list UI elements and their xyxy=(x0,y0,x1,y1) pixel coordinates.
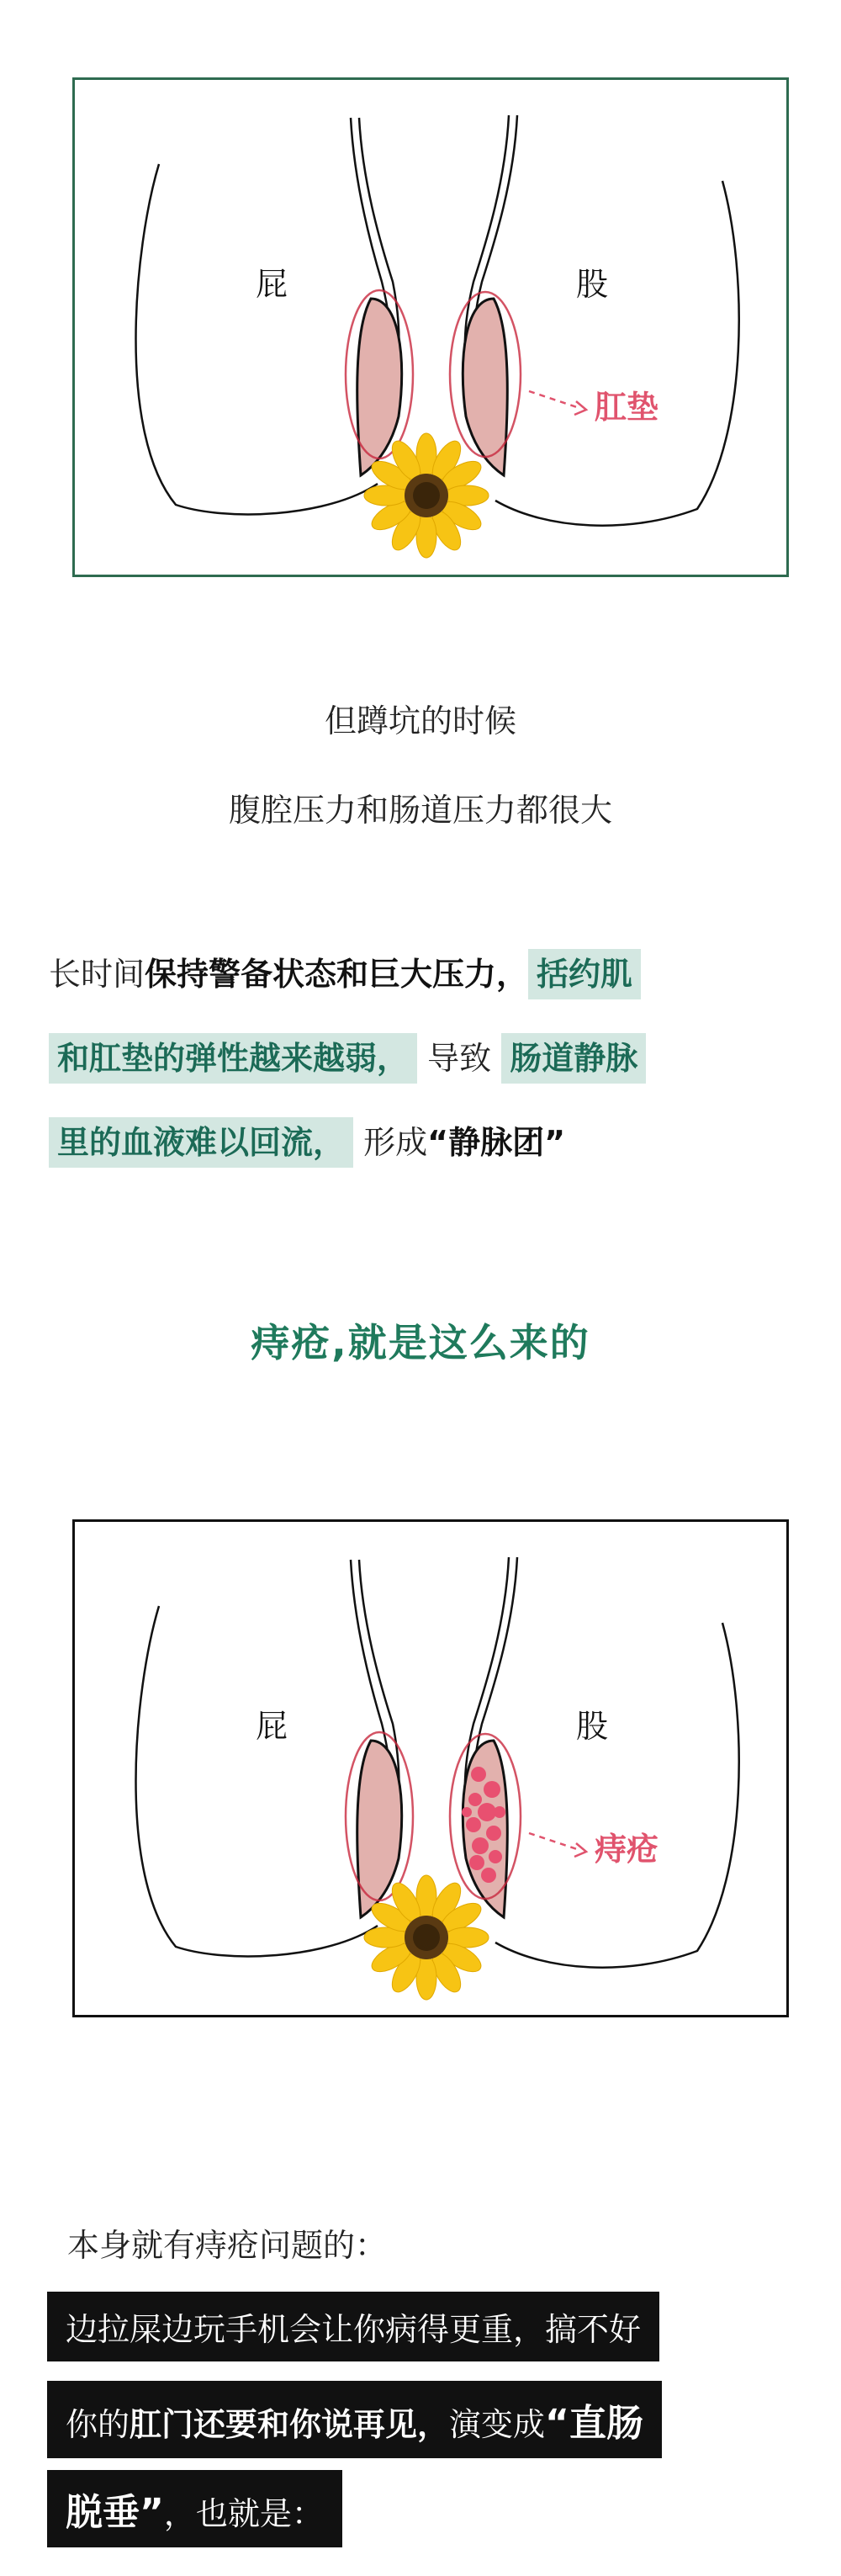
buttocks-illustration xyxy=(75,80,786,575)
black-line-2-plain: 你的 xyxy=(66,2406,130,2443)
callout-hemorrhoid: 痔疮 xyxy=(595,1831,659,1868)
black-line-2-plain2: 演变成 xyxy=(449,2406,546,2443)
intro-text: 本身就有痔疮问题的： xyxy=(67,2227,388,2264)
label-right: 股 xyxy=(576,266,609,303)
p3-plain: 形成 xyxy=(363,1124,428,1161)
p2-highlight: 和肛垫的弹性越来越弱， xyxy=(49,1033,417,1084)
text-line-2: 腹腔压力和肠道压力都很大 xyxy=(228,792,612,829)
black-line-3 xyxy=(47,2470,342,2547)
p1-bold: 保持警备状态和巨大压力， xyxy=(145,956,529,993)
figure-hemorrhoid xyxy=(72,1519,789,2017)
p2-plain: 导致 xyxy=(427,1040,492,1077)
black-line-3-bold: 脱垂” xyxy=(66,2491,164,2534)
black-line-2-bold2: “直肠 xyxy=(545,2402,643,2445)
p1-plain: 长时间 xyxy=(49,956,145,993)
black-line-1-text: 边拉屎边玩手机会让你病得更重，搞不好 xyxy=(66,2311,642,2348)
label-left: 屁 xyxy=(256,266,288,303)
section-title: 痔疮,就是这么来的 xyxy=(251,1320,590,1365)
black-line-2-bold: 肛门还要和你说再见， xyxy=(130,2406,450,2443)
black-line-1 xyxy=(47,2292,659,2361)
p2-highlight-2: 肠道静脉 xyxy=(501,1033,646,1084)
text-line-1: 但蹲坑的时候 xyxy=(324,702,516,739)
callout-anal-cushion: 肛垫 xyxy=(595,389,659,426)
black-line-2 xyxy=(47,2381,662,2458)
label-right: 股 xyxy=(576,1708,609,1745)
p1-highlight: 括约肌 xyxy=(528,949,641,999)
label-left: 屁 xyxy=(256,1708,288,1745)
black-line-3-plain: ，也就是： xyxy=(163,2495,324,2532)
figure-anal-cushion xyxy=(72,77,789,577)
buttocks-illustration-2 xyxy=(75,1522,786,2015)
p3-highlight: 里的血液难以回流， xyxy=(49,1117,353,1168)
p3-bold: “静脉团” xyxy=(427,1124,566,1161)
